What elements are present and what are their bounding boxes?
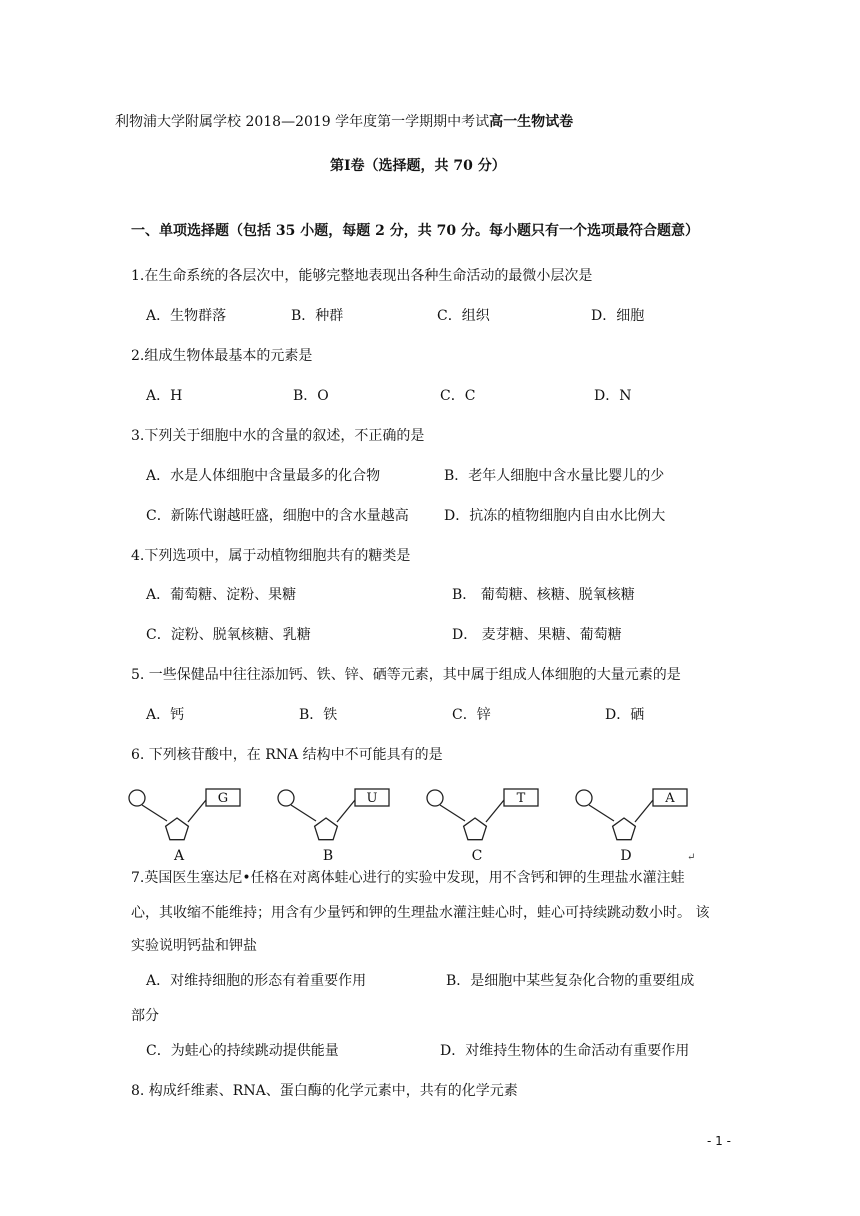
question-2-option-a: A．H (146, 388, 183, 404)
base-bond (337, 800, 355, 822)
nucleotide-figure (122, 786, 702, 864)
question-1-option-b: B．种群 (291, 308, 344, 324)
question-7-stem-line-2: 心，其收缩不能维持；用含有少量钙和钾的生理盐水灌注蛙心时，蛙心可持续跳动数小时。 该 (131, 905, 710, 921)
pentose-ring (315, 818, 338, 840)
section-heading: 一、单项选择题（包括 35 小题，每题 2 分，共 70 分。每小题只有一个选项最符合题意） (131, 223, 699, 239)
phosphate-circle (278, 790, 294, 806)
return-mark: ↵ (687, 852, 696, 863)
question-5-option-a: A．钙 (146, 707, 185, 723)
figure-label: A (173, 848, 185, 864)
question-7-option-b-continued: 部分 (131, 1008, 159, 1024)
nucleotide-items (129, 789, 687, 864)
phosphate-bond (589, 805, 614, 821)
figure-label: C (471, 848, 483, 864)
question-1-stem: 1.在生命系统的各层次中，能够完整地表现出各种生命活动的最微小层次是 (131, 268, 593, 284)
phosphate-circle (576, 790, 592, 806)
question-2-option-b: B．O (293, 388, 329, 404)
phosphate-bond (440, 805, 465, 821)
phosphate-circle (129, 790, 145, 806)
question-6-stem: 6. 下列核苷酸中，在 RNA 结构中不可能具有的是 (131, 747, 443, 763)
question-4-option-a: A．葡萄糖、淀粉、果糖 (146, 587, 297, 603)
nucleotide-b (278, 789, 389, 864)
question-7-stem-line-1: 7.英国医生塞达尼•任格在对离体蛙心进行的实验中发现，用不含钙和钾的生理盐水灌注蛙 (131, 870, 685, 886)
question-5-option-d: D．硒 (605, 707, 645, 723)
exam-title-subject: 高一生物试卷 (489, 114, 574, 130)
question-7-stem-line-3: 实验说明钙盐和钾盐 (131, 938, 257, 954)
base-bond (188, 800, 206, 822)
question-4-option-c: C．淀粉、脱氧核糖、乳糖 (146, 627, 311, 643)
question-3-option-a: A．水是人体细胞中含量最多的化合物 (146, 468, 381, 484)
question-3-option-d: D．抗冻的植物细胞内自由水比例大 (444, 508, 666, 524)
question-7-option-d: D．对维持生物体的生命活动有重要作用 (440, 1043, 690, 1059)
nucleotide-a (129, 789, 240, 864)
question-7-option-b: B．是细胞中某些复杂化合物的重要组成 (446, 973, 695, 989)
base-letter: A (665, 791, 675, 806)
question-8-stem: 8. 构成纤维素、RNA、蛋白酶的化学元素中，共有的化学元素 (131, 1083, 518, 1099)
question-4-stem: 4.下列选项中，属于动植物细胞共有的糖类是 (131, 548, 411, 564)
phosphate-bond (142, 805, 167, 821)
question-4-option-d: D． 麦芽糖、果糖、葡萄糖 (452, 627, 622, 643)
question-1-option-d: D．细胞 (591, 308, 645, 324)
base-bond (486, 800, 504, 822)
question-1-option-a: A．生物群落 (146, 308, 227, 324)
question-5-option-b: B．铁 (299, 707, 338, 723)
figure-label: B (322, 848, 334, 864)
question-1-option-c: C．组织 (437, 308, 490, 324)
question-3-option-c: C．新陈代谢越旺盛，细胞中的含水量越高 (146, 508, 409, 524)
exam-subtitle: 第Ⅰ卷（选择题，共 70 分） (330, 158, 506, 174)
nucleotide-d (576, 789, 687, 864)
question-7-option-c: C．为蛙心的持续跳动提供能量 (146, 1043, 339, 1059)
question-7-option-a: A．对维持细胞的形态有着重要作用 (146, 973, 367, 989)
exam-title-school: 利物浦大学附属学校 2018—2019 学年度第一学期期中考试 (115, 114, 490, 130)
nucleotide-c (427, 789, 538, 864)
base-letter: G (217, 791, 229, 806)
question-2-option-c: C．C (440, 388, 476, 404)
question-5-option-c: C．锌 (452, 707, 491, 723)
pentose-ring (613, 818, 636, 840)
question-5-stem: 5. 一些保健品中往往添加钙、铁、锌、硒等元素，其中属于组成人体细胞的大量元素的是 (131, 667, 681, 683)
base-letter: T (516, 791, 526, 806)
phosphate-bond (291, 805, 316, 821)
base-letter: U (366, 791, 378, 806)
question-4-option-b: B． 葡萄糖、核糖、脱氧核糖 (452, 587, 635, 603)
exam-title (115, 112, 573, 132)
question-3-stem: 3.下列关于细胞中水的含量的叙述，不正确的是 (131, 428, 425, 444)
question-2-stem: 2.组成生物体最基本的元素是 (131, 348, 313, 364)
phosphate-circle (427, 790, 443, 806)
question-3-option-b: B．老年人细胞中含水量比婴儿的少 (444, 468, 665, 484)
question-2-option-d: D．N (594, 388, 632, 404)
figure-label: D (620, 848, 632, 864)
base-bond (635, 800, 653, 822)
page-number: - 1 - (707, 1134, 731, 1148)
pentose-ring (166, 818, 189, 840)
pentose-ring (464, 818, 487, 840)
